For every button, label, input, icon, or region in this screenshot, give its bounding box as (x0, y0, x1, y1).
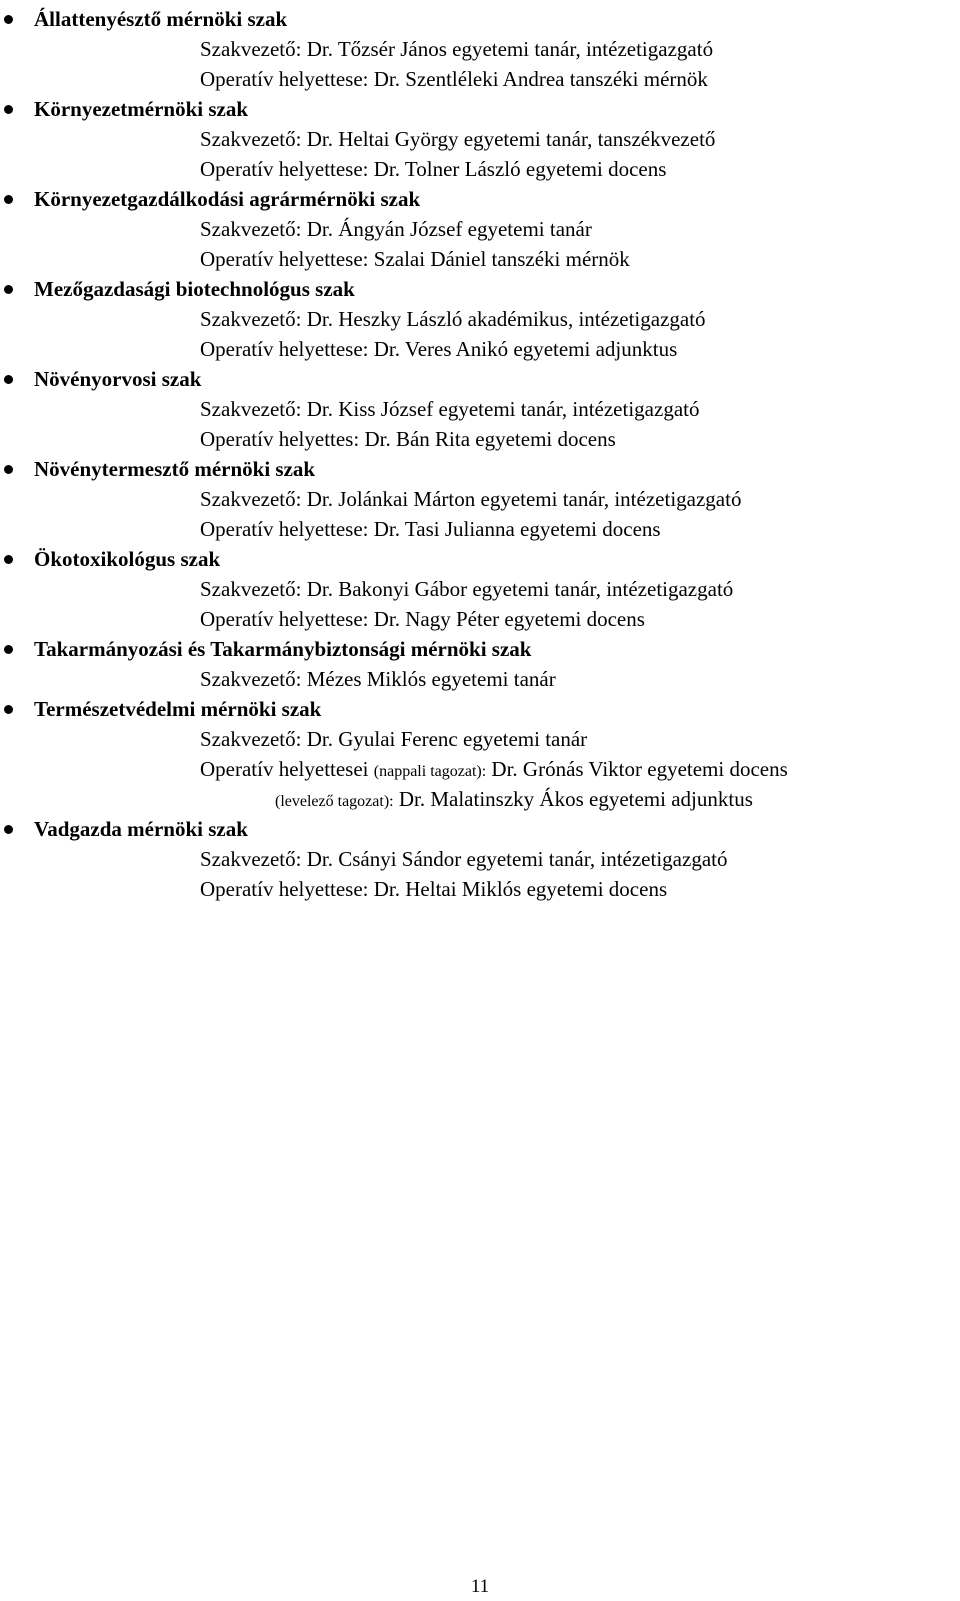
program-title-text: Ökotoxikológus szak (34, 547, 221, 571)
program-detail-line (0, 124, 960, 154)
program-title-text: Környezetgazdálkodási agrármérnöki szak (34, 187, 421, 211)
bullet-icon (4, 645, 13, 654)
program-detail-line (0, 64, 960, 94)
program-detail-line (0, 154, 960, 184)
bullet-icon (4, 825, 13, 834)
detail-text: Operatív helyettese: Dr. Heltai Miklós egyetemi docens (200, 877, 668, 901)
program-entry (0, 454, 960, 544)
program-detail-line (0, 754, 960, 784)
program-title (0, 4, 960, 34)
program-detail-line (0, 394, 960, 424)
program-title-text: Környezetmérnöki szak (34, 97, 249, 121)
detail-prefix: Operatív helyettesei (200, 757, 374, 781)
detail-text: Szakvezető: Dr. Tőzsér János egyetemi tanár, intézetigazgató (200, 37, 714, 61)
bullet-icon (4, 195, 13, 204)
program-title (0, 274, 960, 304)
program-title-text: Növényorvosi szak (34, 367, 202, 391)
program-entry (0, 94, 960, 184)
program-detail-line (0, 724, 960, 754)
program-detail-line (0, 214, 960, 244)
bullet-icon (4, 465, 13, 474)
detail-text: Szakvezető: Dr. Heszky László akadémikus, intézetigazgató (200, 307, 706, 331)
detail-text: Szakvezető: Dr. Csányi Sándor egyetemi tanár, intézetigazgató (200, 847, 728, 871)
detail-schedule-note: (levelező tagozat): (275, 793, 394, 810)
program-title-text: Takarmányozási és Takarmánybiztonsági mérnöki szak (34, 637, 532, 661)
program-detail-line (0, 514, 960, 544)
program-detail-line (0, 604, 960, 634)
bullet-icon (4, 705, 13, 714)
program-detail-line (0, 484, 960, 514)
detail-text: Szakvezető: Mézes Miklós egyetemi tanár (200, 667, 556, 691)
program-title (0, 544, 960, 574)
detail-text: Szakvezető: Dr. Heltai György egyetemi tanár, tanszékvezető (200, 127, 716, 151)
program-title (0, 694, 960, 724)
program-entry (0, 634, 960, 694)
detail-person: Dr. Grónás Viktor egyetemi docens (486, 757, 788, 781)
program-entry (0, 544, 960, 634)
bullet-icon (4, 555, 13, 564)
program-entry (0, 4, 960, 94)
program-title (0, 454, 960, 484)
program-entry (0, 274, 960, 364)
program-title (0, 814, 960, 844)
detail-text: Operatív helyettese: Dr. Tolner László egyetemi docens (200, 157, 667, 181)
program-detail-line (0, 304, 960, 334)
program-title (0, 634, 960, 664)
document-body (0, 4, 960, 904)
detail-text: Operatív helyettese: Szalai Dániel tanszéki mérnök (200, 247, 630, 271)
program-detail-line (0, 664, 960, 694)
bullet-icon (4, 285, 13, 294)
program-title-text: Természetvédelmi mérnöki szak (34, 697, 322, 721)
program-title (0, 184, 960, 214)
program-title-text: Mezőgazdasági biotechnológus szak (34, 277, 355, 301)
program-detail-line (0, 784, 960, 814)
detail-text: Operatív helyettese: Dr. Veres Anikó egyetemi adjunktus (200, 337, 678, 361)
program-detail-line (0, 34, 960, 64)
bullet-icon (4, 375, 13, 384)
program-detail-line (0, 874, 960, 904)
program-title (0, 364, 960, 394)
program-entry (0, 814, 960, 904)
program-title-text: Növénytermesztő mérnöki szak (34, 457, 316, 481)
program-detail-line (0, 244, 960, 274)
detail-text: Szakvezető: Dr. Bakonyi Gábor egyetemi tanár, intézetigazgató (200, 577, 734, 601)
detail-text: Operatív helyettese: Dr. Tasi Julianna egyetemi docens (200, 517, 661, 541)
detail-text: Operatív helyettese: Dr. Szentléleki Andrea tanszéki mérnök (200, 67, 708, 91)
detail-schedule-note: (nappali tagozat): (373, 763, 487, 780)
program-detail-line (0, 334, 960, 364)
program-title-text: Vadgazda mérnöki szak (34, 817, 248, 841)
page-number: 11 (470, 1576, 490, 1597)
bullet-icon (4, 105, 13, 114)
program-entry (0, 694, 960, 814)
program-entry (0, 184, 960, 274)
detail-text: Operatív helyettes: Dr. Bán Rita egyetemi docens (200, 427, 616, 451)
program-detail-line (0, 574, 960, 604)
program-title (0, 94, 960, 124)
program-title-text: Állattenyésztő mérnöki szak (34, 7, 288, 31)
detail-text: Operatív helyettese: Dr. Nagy Péter egyetemi docens (200, 607, 645, 631)
detail-text: Szakvezető: Dr. Kiss József egyetemi tanár, intézetigazgató (200, 397, 700, 421)
detail-text: Szakvezető: Dr. Jolánkai Márton egyetemi tanár, intézetigazgató (200, 487, 742, 511)
program-detail-line (0, 844, 960, 874)
detail-text: Szakvezető: Dr. Gyulai Ferenc egyetemi tanár (200, 727, 588, 751)
detail-person: Dr. Malatinszky Ákos egyetemi adjunktus (393, 787, 753, 811)
detail-text: Szakvezető: Dr. Ángyán József egyetemi tanár (200, 217, 592, 241)
bullet-icon (4, 15, 13, 24)
program-entry (0, 364, 960, 454)
program-detail-line (0, 424, 960, 454)
